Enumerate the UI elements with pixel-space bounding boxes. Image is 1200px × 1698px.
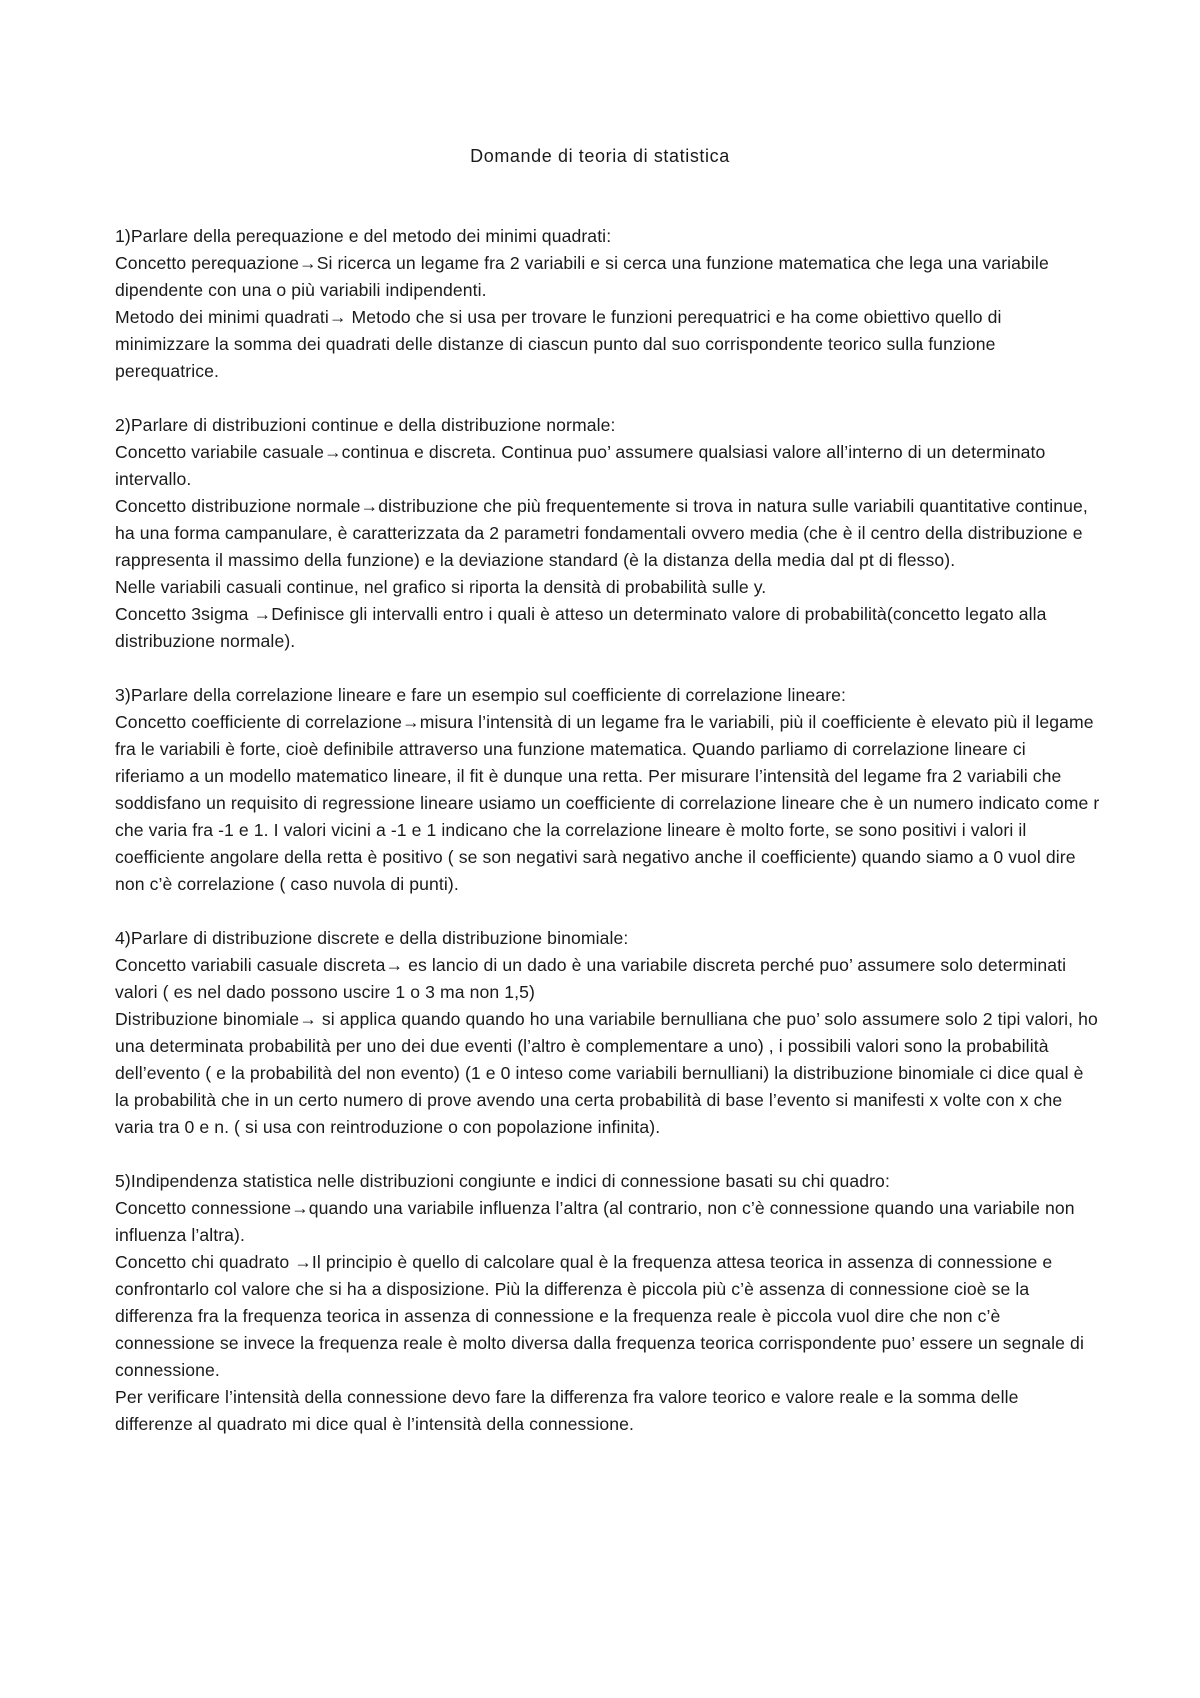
paragraph: Nelle variabili casuali continue, nel grafico si riporta la densità di probabilità sulle y. [115, 577, 767, 597]
paragraph: Per verificare l’intensità della connessione devo fare la differenza fra valore teorico e valore reale e la somma delle differenze al quadrato mi dice qual è l’intensità della connessione. [115, 1387, 1019, 1434]
paragraph: Concetto variabili casuale discreta→ es lancio di un dado è una variabile discreta perché puo’ assumere solo determinati valori ( es nel dado possono uscire 1 o 3 ma non 1,5) [115, 955, 1067, 1002]
question-heading: 2)Parlare di distribuzioni continue e della distribuzione normale: [115, 415, 616, 435]
question-heading: 1)Parlare della perequazione e del metodo dei minimi quadrati: [115, 226, 612, 246]
section-1 [115, 223, 1100, 385]
question-heading: 5)Indipendenza statistica nelle distribuzioni congiunte e indici di connessione basati su chi quadro: [115, 1171, 890, 1191]
document-title: Domande di teoria di statistica [470, 146, 730, 166]
paragraph: Concetto 3sigma →Definisce gli intervalli entro i quali è atteso un determinato valore di probabilità(concetto legato alla distribuzione normale). [115, 604, 1047, 651]
document-body [115, 223, 1100, 1465]
section-2 [115, 412, 1100, 655]
paragraph: Concetto perequazione→Si ricerca un legame fra 2 variabili e si cerca una funzione matematica che lega una variabile dipendente con una o più variabili indipendenti. [115, 253, 1049, 300]
section-5 [115, 1168, 1100, 1438]
question-heading: 4)Parlare di distribuzione discrete e della distribuzione binomiale: [115, 928, 629, 948]
question-heading: 3)Parlare della correlazione lineare e fare un esempio sul coefficiente di correlazione lineare: [115, 685, 847, 705]
section-3 [115, 682, 1100, 898]
paragraph: Concetto chi quadrato →Il principio è quello di calcolare qual è la frequenza attesa teorica in assenza di connessione e confrontarlo col valore che si ha a disposizione. Più la differenza è piccola più c’è assenza di connessione cioè se la differenza fra la frequenza teorica in assenza di connessione e la frequenza reale è piccola vuol dire che non c’è connessione se invece la frequenza reale è molto diversa dalla frequenza teorica corrispondente puo’ essere un segnale di connessione. [115, 1252, 1084, 1380]
paragraph: Concetto distribuzione normale→distribuzione che più frequentemente si trova in natura sulle variabili quantitative continue, ha una forma campanulare, è caratterizzata da 2 parametri fondamentali ovvero media (che è il centro della distribuzione e rappresenta il massimo della funzione) e la deviazione standard (è la distanza della media dal pt di flesso). [115, 496, 1088, 570]
paragraph: Distribuzione binomiale→ si applica quando quando ho una variabile bernulliana che puo’ solo assumere solo 2 tipi valori, ho una determinata probabilità per uno dei due eventi (l’altro è complementare a uno) , i possibili valori sono la probabilità dell’evento ( e la probabilità del non evento) (1 e 0 inteso come variabili bernulliani) la distribuzione binomiale ci dice qual è la probabilità che in un certo numero di prove avendo una certa probabilità di base l’evento si manifesti x volte con x che varia tra 0 e n. ( si usa con reintroduzione o con popolazione infinita). [115, 1009, 1098, 1137]
paragraph: Concetto variabile casuale→continua e discreta. Continua puo’ assumere qualsiasi valore all’interno di un determinato intervallo. [115, 442, 1046, 489]
paragraph: Concetto coefficiente di correlazione→misura l’intensità di un legame fra le variabili, più il coefficiente è elevato più il legame fra le variabili è forte, cioè definibile attraverso una funzione matematica. Quando parliamo di correlazione lineare ci riferiamo a un modello matematico lineare, il fit è dunque una retta. Per misurare l’intensità del legame fra 2 variabili che soddisfano un requisito di regressione lineare usiamo un coefficiente di correlazione lineare che è un numero indicato come r che varia fra -1 e 1. I valori vicini a -1 e 1 indicano che la correlazione lineare è molto forte, se sono positivi i valori il coefficiente angolare della retta è positivo ( se son negativi sarà negativo anche il coefficiente) quando siamo a 0 vuol dire non c’è correlazione ( caso nuvola di punti). [115, 712, 1100, 894]
section-4 [115, 925, 1100, 1141]
paragraph: Metodo dei minimi quadrati→ Metodo che si usa per trovare le funzioni perequatrici e ha come obiettivo quello di minimizzare la somma dei quadrati delle distanze di ciascun punto dal suo corrispondente teorico sulla funzione perequatrice. [115, 307, 1002, 381]
paragraph: Concetto connessione→quando una variabile influenza l’altra (al contrario, non c’è connessione quando una variabile non influenza l’altra). [115, 1198, 1075, 1245]
